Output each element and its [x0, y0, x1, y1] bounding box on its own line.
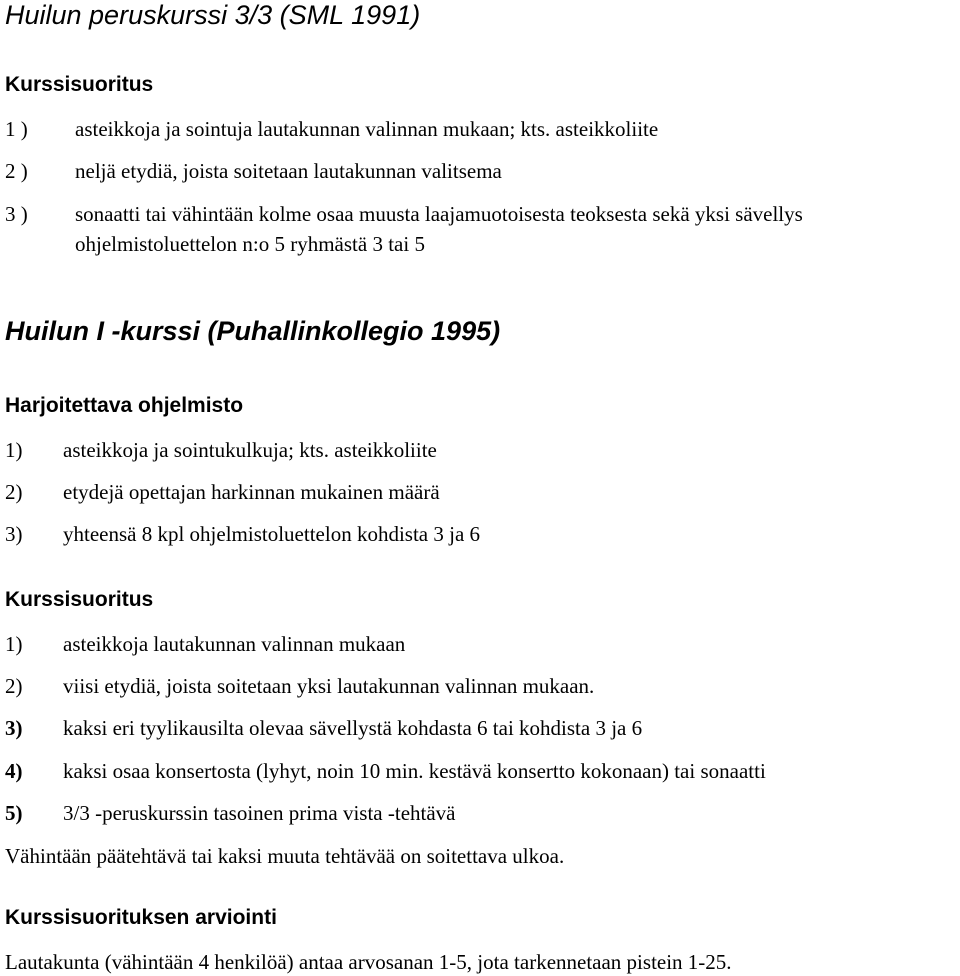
list-item-text: 3/3 -peruskurssin tasoinen prima vista -tehtävä	[63, 801, 456, 825]
list-item-text: etydejä opettajan harkinnan mukainen määrä	[63, 480, 440, 504]
assessment-subheading: Kurssisuorituksen arviointi	[5, 906, 277, 929]
memorization-note: Vähintään päätehtävä tai kaksi muuta tehtävää on soitettava ulkoa.	[5, 844, 565, 868]
list-item-number: 3)	[5, 522, 23, 546]
list-item-number: 2)	[5, 674, 23, 698]
list-item-text: yhteensä 8 kpl ohjelmistoluettelon kohdista 3 ja 6	[63, 522, 481, 546]
list-item-text: asteikkoja ja sointuja lautakunnan valinnan mukaan; kts. asteikkoliite	[75, 117, 659, 141]
list-item-number: 1 )	[5, 117, 28, 141]
section2-title: Huilun I -kurssi (Puhallinkollegio 1995)	[5, 316, 501, 346]
list-item-number: 2 )	[5, 159, 28, 183]
list-item-text: neljä etydiä, joista soitetaan lautakunnan valitsema	[75, 159, 502, 183]
list-item-text: viisi etydiä, joista soitetaan yksi lautakunnan valinnan mukaan.	[63, 674, 595, 698]
list-item-number: 4)	[5, 759, 23, 783]
list-item-number: 2)	[5, 480, 23, 504]
list-item-text: kaksi eri tyylikausilta olevaa sävellystä kohdasta 6 tai kohdista 3 ja 6	[63, 716, 643, 740]
section1-title: Huilun peruskurssi 3/3 (SML 1991)	[5, 0, 421, 30]
list-item-text-continued: ohjelmistoluettelon n:o 5 ryhmästä 3 tai 5	[75, 232, 425, 256]
list-item-number: 5)	[5, 801, 23, 825]
list-item-number: 1)	[5, 438, 23, 462]
list-item-number: 3)	[5, 716, 23, 740]
section1-subheading: Kurssisuoritus	[5, 73, 154, 96]
list-item-text: sonaatti tai vähintään kolme osaa muusta laajamuotoisesta teoksesta sekä yksi sävellys	[75, 202, 803, 226]
list-item-text: asteikkoja ja sointukulkuja; kts. asteikkoliite	[63, 438, 437, 462]
program-subheading: Harjoitettava ohjelmisto	[5, 394, 244, 417]
list-item-number: 1)	[5, 632, 23, 656]
course-completion-subheading: Kurssisuoritus	[5, 588, 154, 611]
list-item-text: asteikkoja lautakunnan valinnan mukaan	[63, 632, 406, 656]
list-item-number: 3 )	[5, 202, 28, 226]
list-item-text: kaksi osaa konsertosta (lyhyt, noin 10 min. kestävä konsertto kokonaan) tai sonaatti	[63, 759, 766, 783]
assessment-text: Lautakunta (vähintään 4 henkilöä) antaa arvosanan 1-5, jota tarkennetaan pistein 1-25.	[5, 950, 732, 974]
